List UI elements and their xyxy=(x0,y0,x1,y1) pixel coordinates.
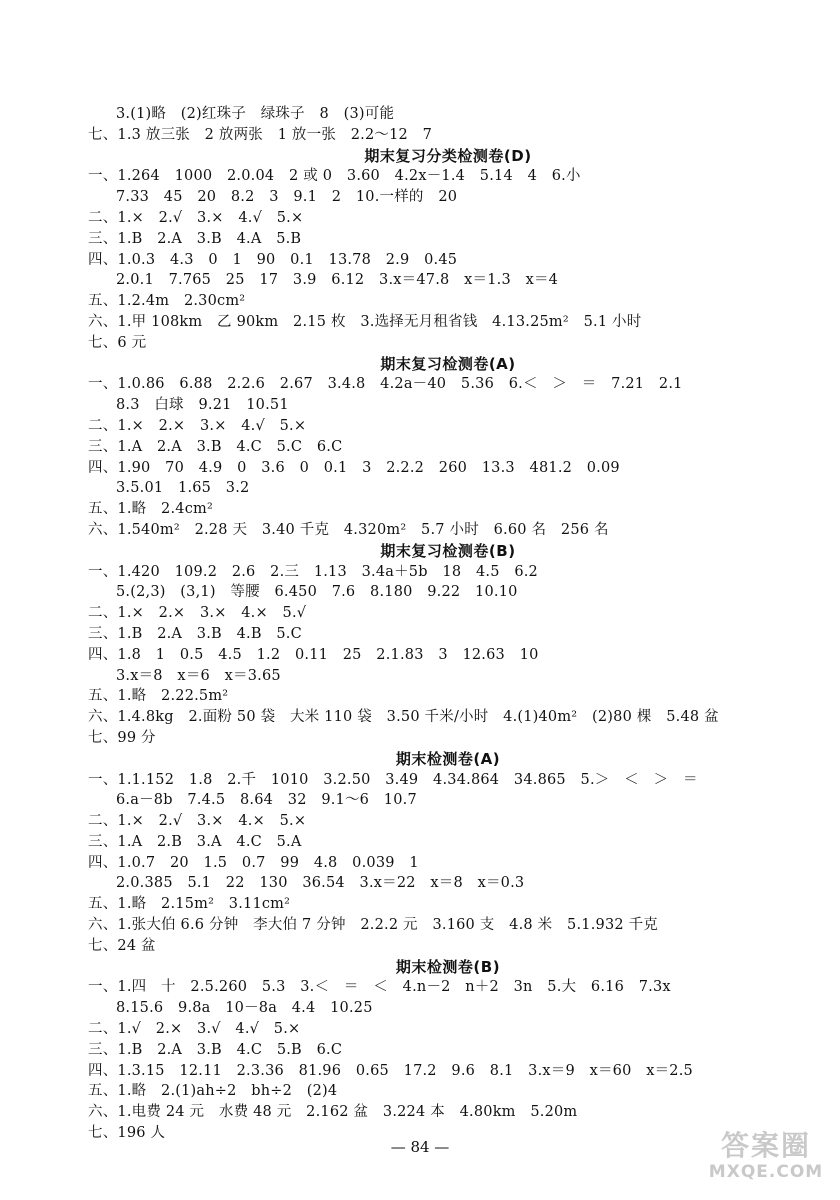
answer-line: 五、1.略 2.4cm² xyxy=(88,501,213,518)
answer-line: 七、24 盆 xyxy=(88,937,156,954)
answer-line: 2.0.385 5.1 22 130 36.54 3.x＝22 x＝8 x＝0.3 xyxy=(116,875,525,892)
answer-line: 三、1.A 2.A 3.B 4.C 5.C 6.C xyxy=(88,438,343,455)
answer-line: 二、1.× 2.√ 3.× 4.× 5.× xyxy=(88,813,307,830)
answer-line: 三、1.B 2.A 3.B 4.A 5.B xyxy=(88,230,302,247)
answer-line: 三、1.B 2.A 3.B 4.C 5.B 6.C xyxy=(88,1041,343,1058)
answer-line: 四、1.0.7 20 1.5 0.7 99 4.8 0.039 1 xyxy=(88,854,419,871)
answer-content xyxy=(88,104,808,1144)
section-heading: 期末复习检测卷(A) xyxy=(380,354,516,373)
answer-line: 七、99 分 xyxy=(88,729,156,746)
answer-line: 3.5.01 1.65 3.2 xyxy=(116,480,250,497)
answer-line: 五、1.2.4m 2.30cm² xyxy=(88,293,246,310)
page-number: — 84 — xyxy=(390,1138,450,1156)
answer-line: 五、1.略 2.22.5m² xyxy=(88,688,229,705)
answer-line: 二、1.× 2.√ 3.× 4.√ 5.× xyxy=(88,209,304,226)
watermark-main-text: 答案圈 xyxy=(720,1129,811,1162)
answer-line: 四、1.3.15 12.11 2.3.36 81.96 0.65 17.2 9.6 8.1 3.x＝9 x＝60 x＝2.5 xyxy=(88,1062,693,1079)
section-heading: 期末复习检测卷(B) xyxy=(380,541,516,560)
answer-line: 二、1.× 2.× 3.× 4.√ 5.× xyxy=(88,417,307,434)
answer-line: 五、1.略 2.15m² 3.11cm² xyxy=(88,896,291,913)
answer-line: 四、1.0.3 4.3 0 1 90 0.1 13.78 2.9 0.45 xyxy=(88,251,458,268)
watermark-sub-text: MXQE.COM xyxy=(708,1162,824,1182)
answer-line: 3.x＝8 x＝6 x＝3.65 xyxy=(116,667,281,684)
answer-line: 一、1.420 109.2 2.6 2.三 1.13 3.4a＋5b 18 4.5 6.2 xyxy=(88,563,538,580)
answer-line: 8.15.6 9.8a 10－8a 4.4 10.25 xyxy=(116,1000,373,1017)
section-heading: 期末检测卷(B) xyxy=(395,957,501,976)
answer-line: 3.(1)略 (2)红珠子 绿珠子 8 (3)可能 xyxy=(116,106,395,122)
answer-line: 六、1.电费 24 元 水费 48 元 2.162 盆 3.224 本 4.80km 5.20m xyxy=(88,1104,578,1121)
answer-line: 8.3 白球 9.21 10.51 xyxy=(116,397,289,414)
answer-line: 七、6 元 xyxy=(88,334,147,351)
section-heading: 期末检测卷(A) xyxy=(395,749,501,768)
answer-line: 四、1.8 1 0.5 4.5 1.2 0.11 25 2.1.83 3 12.63 10 xyxy=(88,646,539,663)
answer-line: 三、1.A 2.B 3.A 4.C 5.A xyxy=(88,833,302,850)
answer-line: 七、196 人 xyxy=(88,1125,166,1142)
answer-line: 四、1.90 70 4.9 0 3.6 0 0.1 3 2.2.2 260 13.3 481.2 0.09 xyxy=(88,459,620,476)
answer-line: 一、1.1.152 1.8 2.千 1010 3.2.50 3.49 4.34.864 34.865 5.＞ ＜ ＞ ＝ xyxy=(88,771,698,788)
answer-line: 2.0.1 7.765 25 17 3.9 6.12 3.x＝47.8 x＝1.3 x＝4 xyxy=(116,272,559,289)
answer-line: 二、1.√ 2.× 3.√ 4.√ 5.× xyxy=(88,1021,301,1038)
answer-line: 7.33 45 20 8.2 3 9.1 2 10.一样的 20 xyxy=(116,189,458,206)
answer-line: 六、1.540m² 2.28 天 3.40 千克 4.320m² 5.7 小时 6.60 名 256 名 xyxy=(88,521,609,538)
answer-line: 六、1.甲 108km 乙 90km 2.15 枚 3.选择无月租省钱 4.13.25m² 5.1 小时 xyxy=(88,313,642,330)
answer-line: 一、1.0.86 6.88 2.2.6 2.67 3.4.8 4.2a－40 5.36 6.＜ ＞ ＝ 7.21 2.1 xyxy=(88,376,683,393)
answer-line: 一、1.264 1000 2.0.04 2 或 0 3.60 4.2x－1.4 5.14 4 6.小 xyxy=(88,168,581,185)
answer-line: 三、1.B 2.A 3.B 4.B 5.C xyxy=(88,625,302,642)
answer-line: 七、1.3 放三张 2 放两张 1 放一张 2.2～12 7 xyxy=(88,126,433,143)
answer-line: 二、1.× 2.× 3.× 4.× 5.√ xyxy=(88,605,307,622)
answer-line: 5.(2,3) (3,1) 等腰 6.450 7.6 8.180 9.22 10.10 xyxy=(116,584,518,601)
answer-line: 一、1.四 十 2.5.260 5.3 3.＜ ＝ ＜ 4.n－2 n＋2 3n 5.大 6.16 7.3x xyxy=(88,979,671,996)
answer-line: 五、1.略 2.(1)ah÷2 bh÷2 (2)4 xyxy=(88,1083,338,1100)
answer-line: 六、1.4.8kg 2.面粉 50 袋 大米 110 袋 3.50 千米/小时 4.(1)40m² (2)80 棵 5.48 盆 xyxy=(88,709,719,726)
section-heading: 期末复习分类检测卷(D) xyxy=(364,146,532,165)
answer-line: 6.a－8b 7.4.5 8.64 32 9.1～6 10.7 xyxy=(116,792,417,809)
answer-line: 六、1.张大伯 6.6 分钟 李大伯 7 分钟 2.2.2 元 3.160 支 4.8 米 5.1.932 千克 xyxy=(88,917,658,934)
